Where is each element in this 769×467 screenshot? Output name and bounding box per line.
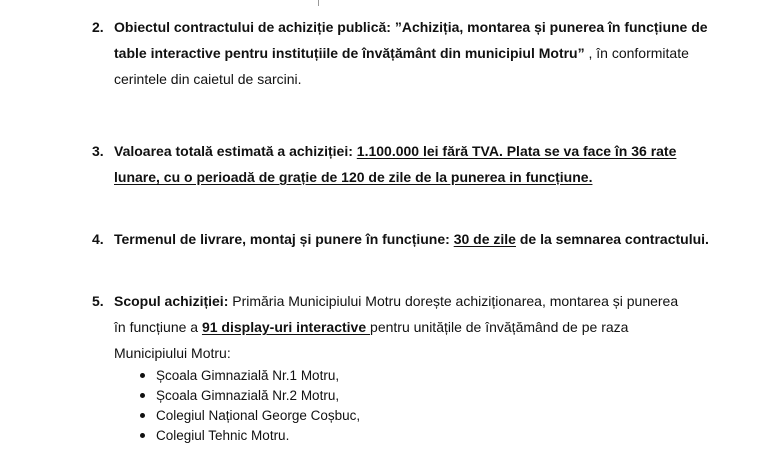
object-title-part-2: table interactive pentru instituțiile de învățământ din municipiul Motru” bbox=[114, 45, 585, 61]
item-2 bbox=[92, 14, 732, 92]
list-item bbox=[140, 406, 360, 426]
value-label: Valoarea totală estimată a achiziției: bbox=[114, 143, 357, 159]
object-label: Obiectul contractului de achiziție publică bbox=[114, 19, 387, 35]
delivery-days: 30 de zile bbox=[453, 231, 516, 247]
item-2-line-2 bbox=[114, 40, 732, 66]
payment-terms: lunare, cu o perioadă de grație de 120 de zile de la punerea in funcțiune. bbox=[114, 169, 593, 185]
display-count: 91 display-uri interactive bbox=[201, 319, 371, 335]
item-number: 3. bbox=[92, 143, 104, 159]
bullet-icon bbox=[140, 373, 145, 378]
school-name: Școala Gimnazială Nr.2 Motru, bbox=[156, 388, 340, 403]
item-5 bbox=[92, 288, 732, 366]
school-name: Colegiul Tehnic Motru. bbox=[156, 428, 290, 443]
school-list bbox=[140, 366, 360, 446]
item-5-line-3 bbox=[114, 340, 732, 366]
item-3 bbox=[92, 138, 732, 190]
bullet-icon bbox=[140, 433, 145, 438]
scan-mark bbox=[318, 0, 319, 6]
list-item bbox=[140, 386, 360, 406]
object-conformity-text: , în conformitate bbox=[584, 45, 689, 61]
item-number: 4. bbox=[92, 231, 104, 247]
bullet-icon bbox=[140, 413, 145, 418]
delivery-label: Termenul de livrare, montaj și punere în funcțiune: bbox=[114, 231, 454, 247]
scope-text-4: Municipiului Motru: bbox=[114, 345, 231, 361]
value-amount: 1.100.000 lei fără TVA. Plata se va face în 36 rate bbox=[356, 143, 677, 159]
school-name: Școala Gimnazială Nr.1 Motru, bbox=[156, 368, 340, 383]
item-5-line-1 bbox=[114, 288, 732, 314]
object-title-part-1: : ”Achiziția, montarea și punerea în funcțiune de bbox=[386, 19, 708, 35]
school-name: Colegiul Național George Coșbuc, bbox=[156, 408, 361, 423]
item-number: 2. bbox=[92, 19, 104, 35]
scope-label: Scopul achiziției: bbox=[114, 293, 233, 309]
bullet-icon bbox=[140, 393, 145, 398]
item-2-line-1 bbox=[114, 14, 732, 40]
item-4-line-1 bbox=[114, 226, 732, 252]
item-3-line-1 bbox=[114, 138, 732, 164]
item-3-line-2 bbox=[114, 164, 732, 190]
scope-text-1: Primăria Municipiului Motru dorește achiziționarea, montarea și punerea bbox=[232, 293, 679, 309]
list-item bbox=[140, 426, 360, 446]
item-5-line-2 bbox=[114, 314, 732, 340]
scope-text-3: pentru unitățile de învățămând de pe raza bbox=[370, 319, 629, 335]
list-item bbox=[140, 366, 360, 386]
item-4 bbox=[92, 226, 732, 252]
delivery-rest: de la semnarea contractului. bbox=[515, 231, 709, 247]
object-specs-text: cerintele din caietul de sarcini. bbox=[114, 71, 302, 87]
item-number: 5. bbox=[92, 293, 104, 309]
item-2-line-3 bbox=[114, 66, 732, 92]
scope-text-2: în funcțiune a bbox=[114, 319, 202, 335]
